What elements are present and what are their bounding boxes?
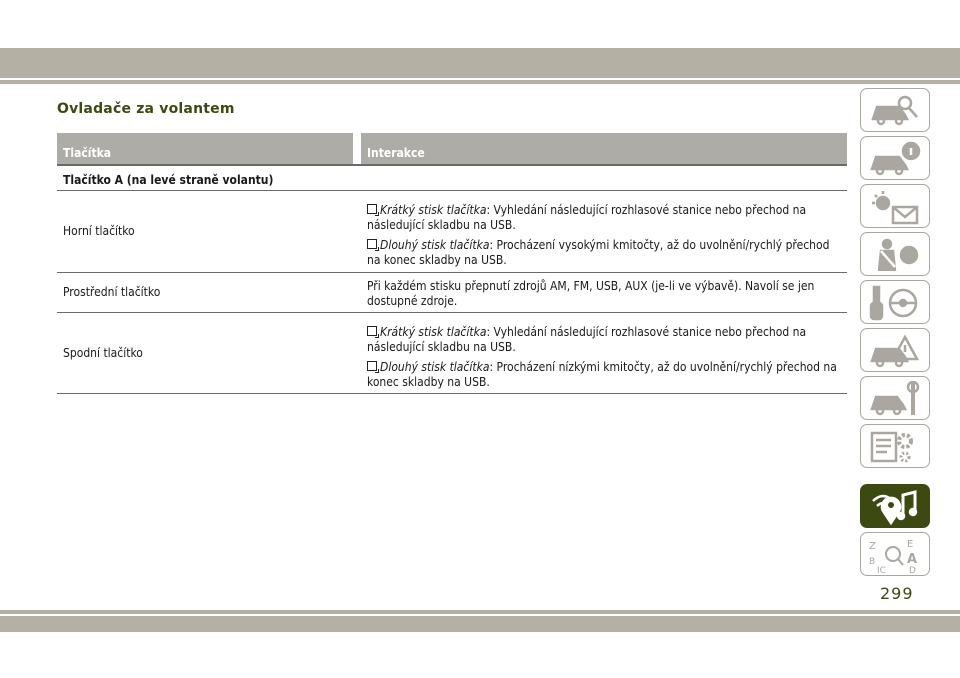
checkbox-bullet-icon <box>367 204 377 214</box>
svg-text:B: B <box>869 557 876 567</box>
car-search-icon <box>869 93 923 129</box>
tab-emergency[interactable] <box>860 328 930 372</box>
svg-text:E: E <box>907 539 914 550</box>
car-info-icon <box>869 141 923 177</box>
car-service-icon <box>869 381 923 417</box>
top-band <box>0 48 960 78</box>
row-name: Horní tlačítko <box>63 224 135 238</box>
tab-specifications[interactable] <box>860 424 930 468</box>
header-buttons: Tlačítka <box>57 133 353 164</box>
specifications-gear-icon <box>869 429 923 465</box>
tab-car-search[interactable] <box>860 88 930 132</box>
list-item: Dlouhý stisk tlačítka: Procházení nízkými kmitočty, až do uvolnění/rychlý přechod na konec skladby na USB. <box>367 360 837 389</box>
bottom-rule <box>0 610 960 614</box>
bottom-band <box>0 616 960 632</box>
checkbox-bullet-icon <box>367 326 377 336</box>
table-row <box>57 190 847 272</box>
svg-text:A: A <box>907 552 918 567</box>
svg-text:IC: IC <box>877 566 886 573</box>
checkbox-bullet-icon <box>367 361 377 371</box>
tab-starting-driving[interactable] <box>860 280 930 324</box>
svg-text:D: D <box>909 566 916 573</box>
row-name: Prostřední tlačítko <box>63 285 161 299</box>
svg-text:Z: Z <box>869 541 876 552</box>
table-row <box>57 312 847 393</box>
tab-car-info[interactable] <box>860 136 930 180</box>
section-label: Tlačítko A (na levé straně volantu) <box>57 164 847 190</box>
list-item: Krátký stisk tlačítka: Vyhledání následující rozhlasové stanice nebo přechod na následující skladbu na USB. <box>367 203 807 232</box>
tab-index[interactable] <box>860 532 930 576</box>
controls-table <box>57 133 847 394</box>
multimedia-icon <box>869 489 923 525</box>
top-rule <box>0 80 960 84</box>
tab-multimedia[interactable] <box>860 484 930 528</box>
checkbox-bullet-icon <box>367 239 377 249</box>
row-text: Při každém stisku přepnutí zdrojů AM, FM, USB, AUX (je-li ve výbavě). Navolí se jen dostupné zdroje. <box>367 279 815 308</box>
list-item: Dlouhý stisk tlačítka: Procházení vysokými kmitočty, až do uvolnění/rychlý přechod na konec skladby na USB. <box>367 238 830 267</box>
list-item: Krátký stisk tlačítka: Vyhledání následující rozhlasové stanice nebo přechod na následující skladbu na USB. <box>367 325 807 354</box>
car-breakdown-icon <box>869 333 923 369</box>
table-row <box>57 272 847 312</box>
row-name: Spodní tlačítko <box>63 345 143 360</box>
section-title: Ovladače za volantem <box>57 101 235 117</box>
index-az-icon <box>869 537 923 573</box>
tab-warning-lights[interactable] <box>860 184 930 228</box>
warning-lights-message-icon <box>869 189 923 225</box>
tab-servicing[interactable] <box>860 376 930 420</box>
seatbelt-airbag-icon <box>869 237 923 273</box>
page-number: 299 <box>880 584 914 603</box>
key-steering-wheel-icon <box>869 285 923 321</box>
header-interaction: Interakce <box>361 133 847 164</box>
table-header <box>57 133 847 164</box>
tab-safety[interactable] <box>860 232 930 276</box>
